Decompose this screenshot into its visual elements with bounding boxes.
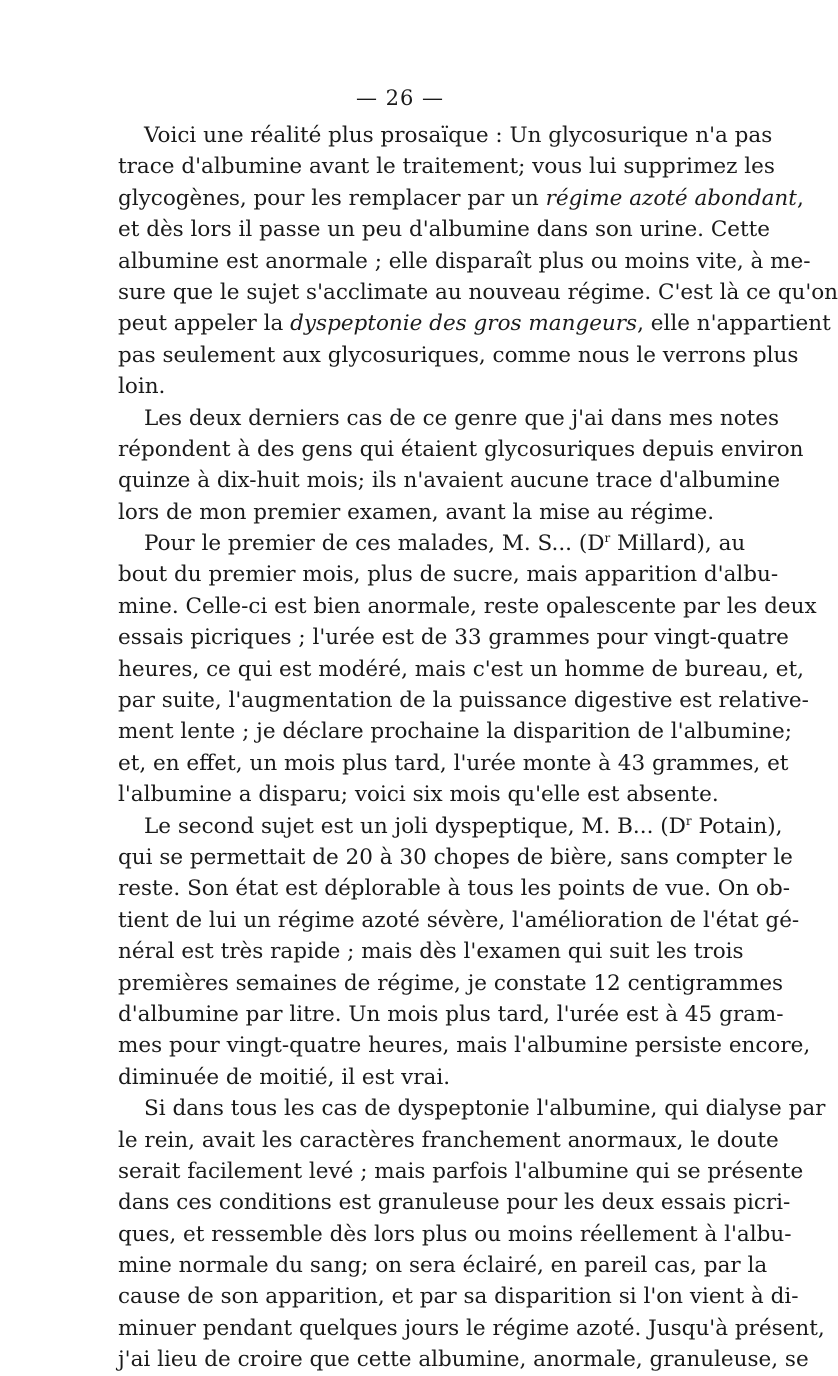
text-line: le rein, avait les caractères franchement anormaux, le doute bbox=[118, 1127, 779, 1153]
text-segment: Pour le premier de ces malades, M. S... (D bbox=[144, 531, 605, 557]
text-line: minuer pendant quelques jours le régime azoté. Jusqu'à présent, bbox=[118, 1315, 825, 1341]
text-line: diminuée de moitié, il est vrai. bbox=[118, 1064, 451, 1090]
superscript: r bbox=[685, 813, 692, 828]
text-segment: Millard), au bbox=[610, 531, 746, 557]
text-line bbox=[118, 811, 783, 842]
text-line: ques, et ressemble dès lors plus ou moins réellement à l'albu- bbox=[118, 1221, 792, 1247]
text-line: par suite, l'augmentation de la puissance digestive est relative- bbox=[118, 688, 809, 714]
text-line: cause de son apparition, et par sa disparition si l'on vient à di- bbox=[118, 1284, 799, 1310]
text-line: j'ai lieu de croire que cette albumine, anormale, granuleuse, se bbox=[118, 1347, 809, 1373]
text-line: heures, ce qui est modéré, mais c'est un homme de bureau, et, bbox=[118, 656, 805, 682]
text-line bbox=[118, 183, 804, 214]
text-line: tient de lui un régime azoté sévère, l'amélioration de l'état gé- bbox=[118, 907, 800, 933]
text-line: l'albumine a disparu; voici six mois qu'elle est absente. bbox=[118, 782, 719, 808]
page-number: — 26 — bbox=[355, 86, 445, 110]
text-line: sure que le sujet s'acclimate au nouveau régime. C'est là ce qu'on bbox=[118, 279, 838, 305]
text-line: Si dans tous les cas de dyspeptonie l'albumine, qui dialyse par bbox=[144, 1096, 826, 1122]
text-line: loin. bbox=[118, 374, 166, 400]
body-text bbox=[118, 120, 838, 1376]
text-line: répondent à des gens qui étaient glycosuriques depuis environ bbox=[118, 436, 804, 462]
text-line: mine normale du sang; on sera éclairé, en pareil cas, par la bbox=[118, 1253, 768, 1279]
text-line: qui se permettait de 20 à 30 chopes de bière, sans compter le bbox=[118, 844, 793, 870]
text-line: quinze à dix-huit mois; ils n'avaient aucune trace d'albumine bbox=[118, 468, 781, 494]
text-line: essais picriques ; l'urée est de 33 grammes pour vingt-quatre bbox=[118, 625, 789, 651]
text-line: et, en effet, un mois plus tard, l'urée monte à 43 grammes, et bbox=[118, 750, 789, 776]
text-line: bout du premier mois, plus de sucre, mais apparition d'albu- bbox=[118, 562, 779, 588]
text-line: d'albumine par litre. Un mois plus tard, l'urée est à 45 gram- bbox=[118, 1001, 784, 1027]
text-line: Voici une réalité plus prosaïque : Un glycosurique n'a pas bbox=[144, 123, 773, 148]
text-line: trace d'albumine avant le traitement; vous lui supprimez les bbox=[118, 154, 775, 180]
text-line: Les deux derniers cas de ce genre que j'ai dans mes notes bbox=[144, 405, 780, 431]
text-line: pas seulement aux glycosuriques, comme nous le verrons plus bbox=[118, 342, 799, 368]
italic-phrase: régime azoté abondant bbox=[545, 185, 797, 211]
text-line: premières semaines de régime, je constate 12 centigrammes bbox=[118, 970, 784, 996]
text-segment: Potain), bbox=[691, 813, 783, 839]
text-line: albumine est anormale ; elle disparaît plus ou moins vite, à me- bbox=[118, 248, 811, 274]
text-line bbox=[118, 308, 831, 339]
text-line bbox=[118, 528, 746, 559]
text-segment: glycogènes, pour les remplacer par un bbox=[118, 185, 546, 211]
superscript: r bbox=[604, 531, 611, 546]
text-segment: peut appeler la bbox=[118, 311, 291, 337]
text-line: et dès lors il passe un peu d'albumine dans son urine. Cette bbox=[118, 217, 771, 243]
text-line: néral est très rapide ; mais dès l'examen qui suit les trois bbox=[118, 939, 744, 965]
text-segment: , elle n'appartient bbox=[637, 311, 831, 337]
text-line: mine. Celle-ci est bien anormale, reste opalescente par les deux bbox=[118, 593, 817, 619]
text-line: ment lente ; je déclare prochaine la disparition de l'albumine; bbox=[118, 719, 792, 745]
text-line: lors de mon premier examen, avant la mise au régime. bbox=[118, 499, 715, 525]
text-segment: Le second sujet est un joli dyspeptique, M. B... (D bbox=[144, 813, 686, 839]
text-line: reste. Son état est déplorable à tous les points de vue. On ob- bbox=[118, 876, 791, 902]
italic-phrase: dyspeptonie des gros mangeurs bbox=[290, 311, 638, 337]
text-line: serait facilement levé ; mais parfois l'albumine qui se présente bbox=[118, 1158, 804, 1184]
text-line: mes pour vingt-quatre heures, mais l'albumine persiste encore, bbox=[118, 1033, 811, 1059]
text-segment: , bbox=[796, 185, 804, 211]
text-line: dans ces conditions est granuleuse pour les deux essais picri- bbox=[118, 1190, 791, 1216]
